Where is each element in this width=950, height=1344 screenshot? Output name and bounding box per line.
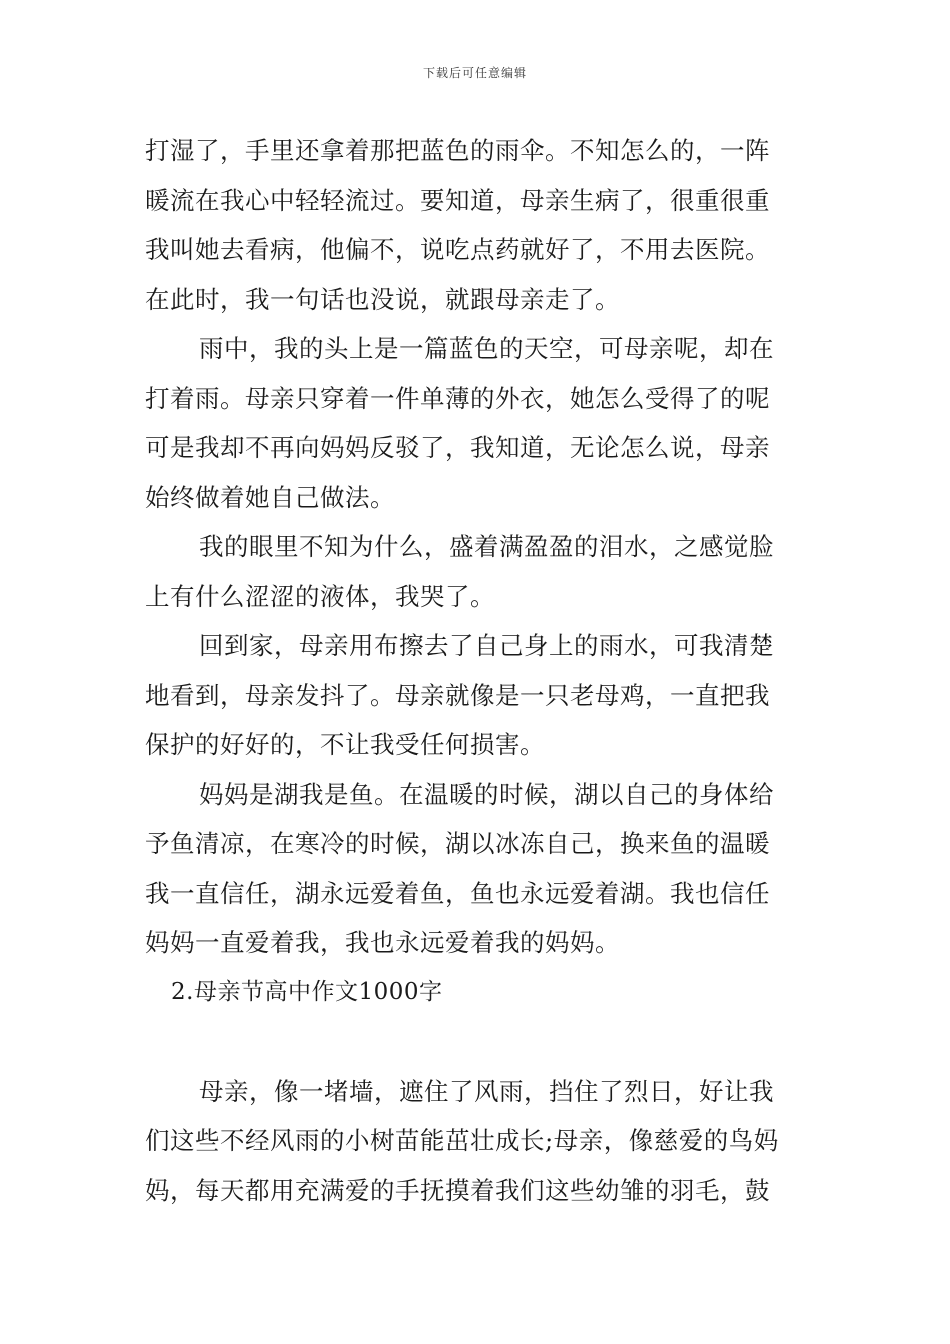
text-line: 保护的好好的，不让我受任何损害。 <box>145 730 545 759</box>
page-header: 下载后可任意编辑 <box>422 66 527 80</box>
text-line: 暖流在我心中轻轻流过。要知道，母亲生病了，很重很重 <box>145 185 770 215</box>
text-line: 打湿了，手里还拿着那把蓝色的雨伞。不知怎么的，一阵 <box>145 136 770 165</box>
blank-line <box>145 1017 810 1067</box>
text-line: 妈，每天都用充满爱的手抚摸着我们这些幼雏的羽毛，鼓 <box>145 1175 770 1205</box>
text-line: 在此时，我一句话也没说，就跟母亲走了。 <box>145 284 620 314</box>
paragraph-start-line: 雨中，我的头上是一篇蓝色的天空，可母亲呢，却在 <box>199 334 774 363</box>
document-body <box>145 126 810 1215</box>
text-line: 打着雨。母亲只穿着一件单薄的外衣，她怎么受得了的呢 <box>145 383 770 413</box>
paragraph-start-line: 母亲，像一堵墙，遮住了风雨，挡住了烈日，好让我 <box>199 1076 774 1106</box>
text-line: 上有什么涩涩的液体，我哭了。 <box>145 581 495 611</box>
text-line: 妈妈一直爱着我，我也永远爱着我的妈妈。 <box>145 928 620 957</box>
section-heading: 2.母亲节高中作文1000字 <box>171 978 443 1005</box>
paragraph-start-line: 妈妈是湖我是鱼。在温暖的时候，湖以自己的身体给 <box>199 779 774 809</box>
text-line: 们这些不经风雨的小树苗能茁壮成长;母亲，像慈爱的鸟妈 <box>145 1126 779 1155</box>
paragraph-start-line: 回到家，母亲用布擦去了自己身上的雨水，可我清楚 <box>199 631 774 660</box>
paragraph-start-line: 我的眼里不知为什么，盛着满盈盈的泪水，之感觉脸 <box>199 532 774 561</box>
text-line: 予鱼清凉，在寒冷的时候，湖以冰冻自己，换来鱼的温暖 <box>145 829 770 858</box>
text-line: 地看到，母亲发抖了。母亲就像是一只老母鸡，一直把我 <box>145 680 770 710</box>
text-line: 可是我却不再向妈妈反驳了，我知道，无论怎么说，母亲 <box>145 433 770 462</box>
text-line: 我一直信任，湖永远爱着鱼，鱼也永远爱着湖。我也信任 <box>145 878 770 908</box>
text-line: 我叫她去看病，他偏不，说吃点药就好了，不用去医院。 <box>145 235 770 264</box>
text-line: 始终做着她自己做法。 <box>145 482 395 512</box>
